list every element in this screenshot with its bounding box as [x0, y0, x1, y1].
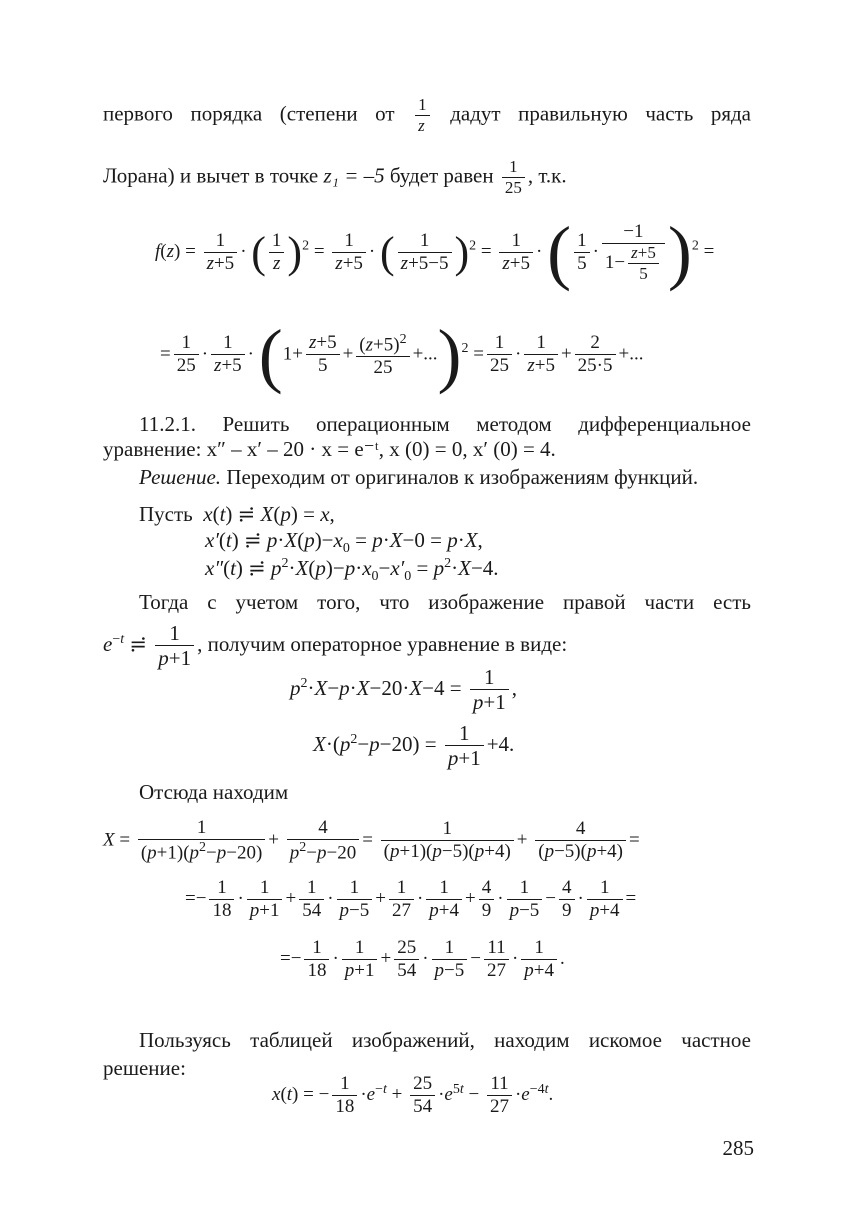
using-line-1: Пользуясь таблицей изображений, находим искомое частное: [139, 1028, 751, 1052]
let-line-2: x′(t) ≓ $p\cdot X(p)-x_0 = p\cdot X-0 = p\cdot X$,: [205, 528, 483, 557]
intro-line-2: Лорана) и вычет в точке z₁ = –5 будет равен $\frac{1}{25}$ , т.к.: [103, 157, 567, 197]
formula-laurent-2: = $\frac{1}{25}$ · $\frac{1}{z+5}$ · (1+ $\frac{z+5}{5}$ + $\frac{(z+5)^2}{25}$ +...)$^2$ = $\frac{1}{25}$ · $\frac{1}{z+5}$ + $\frac{2}{25\cdot 5}$ +...: [160, 315, 644, 395]
hence-line: Отсюда находим: [139, 780, 289, 804]
problem-equation: уравнение: x″ – x′ – 20 · x = e⁻ᵗ, x (0) = 0, x′ (0) = 4.: [103, 437, 556, 461]
partial-fractions-2: =− $\frac{1}{18}$ · $\frac{1}{p+1}$ + $\frac{1}{54}$ · $\frac{1}{p-5}$ + $\frac{1}{27}$ · $\frac{1}{p+4}$ + $\frac{4}{9}$ · $\frac{1}{p-5}$ − $\frac{4}{9}$ · $\frac{1}{p+4}$ =: [185, 877, 637, 921]
then-line: Тогда с учетом того, что изображение правой части есть: [139, 590, 751, 614]
let-line-3: x″(t) ≓ $p^2\cdot X(p)-p\cdot x_0-x'_0 = p^2\cdot X-4$.: [205, 556, 499, 585]
operator-eq-1: $p^2\cdot X-p\cdot X-20\cdot X-4$ = $\frac{1}{p+1}$ ,: [290, 665, 517, 715]
using-line-2: решение:: [103, 1056, 186, 1080]
solution-line: Решение. Переходим от оригиналов к изображениям функций.: [139, 465, 699, 489]
partial-fractions-3: =− $\frac{1}{18}$ · $\frac{1}{p+1}$ + $\frac{25}{54}$ · $\frac{1}{p-5}$ − $\frac{11}{27}$ · $\frac{1}{p+4}$ .: [280, 937, 565, 981]
page-number: 285: [722, 1136, 754, 1160]
formula-laurent-1: f(z) = $\frac{1}{z+5}$ · ( $\frac{1}{z}$ )$^2$ = $\frac{1}{z+5}$ · ( $\frac{1}{z+5-5}$ )$^2$ = $\frac{1}{z+5}$ · ( $\frac{1}{5}$ · −1 1− $\frac{z+5}{5}$ )$^2$ =: [155, 212, 715, 293]
let-line-1: Пусть x(t) ≓ X(p) = x,: [139, 502, 335, 526]
final-solution: x(t) = − $\frac{1}{18}$ $\cdot e^{-t}$ + $\frac{25}{54}$ $\cdot e^{5t}$ − $\frac{11}{27}$ $\cdot e^{-4t}$.: [272, 1073, 554, 1117]
intro-line-1: первого порядка (степени от $\frac{1}{z}$ дадут правильную часть ряда: [103, 95, 752, 135]
then-tail: $e^{-t}$ ≓ $\frac{1}{p+1}$ , получим операторное уравнение в виде:: [103, 621, 568, 671]
operator-eq-2: $X\cdot(p^2-p-20)$ = $\frac{1}{p+1}$ +4.: [313, 721, 515, 771]
problem-title: 11.2.1. Решить операционным методом дифференциальное: [139, 412, 751, 436]
partial-fractions-1: X = $\frac{1}{(p+1)(p^2-p-20)}$ + $\frac{4}{p^2-p-20}$ = $\frac{1}{(p+1)(p-5)(p+4)}$ + $\frac{4}{(p-5)(p+4)}$ =: [103, 817, 640, 864]
